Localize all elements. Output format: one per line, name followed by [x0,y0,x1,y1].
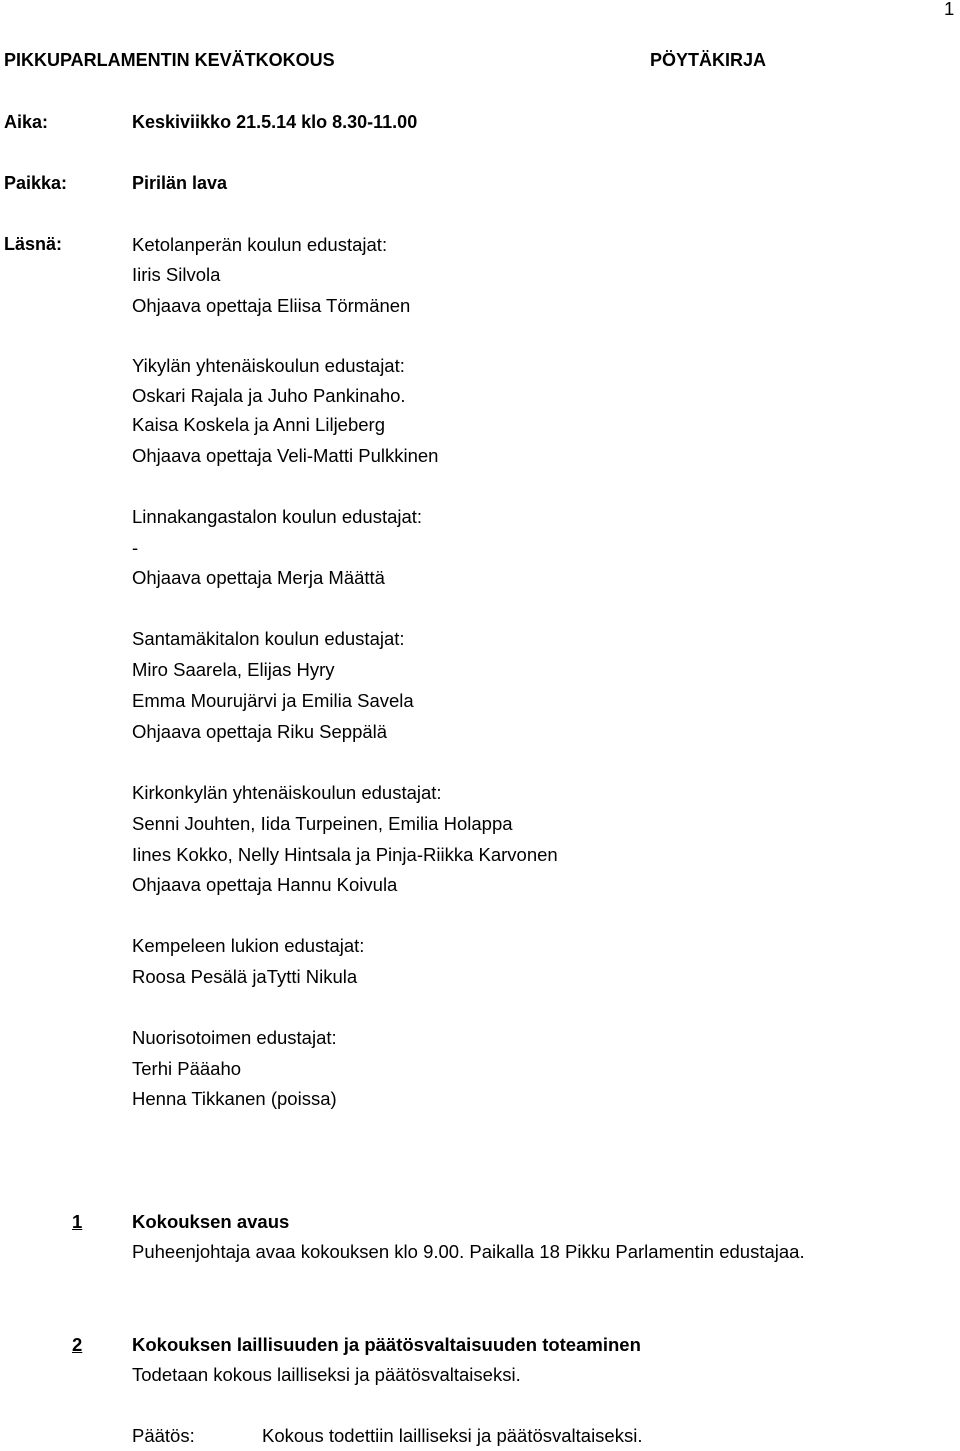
list-item: Ohjaava opettaja Merja Määttä [132,567,385,588]
lasna-label: Läsnä: [4,234,63,254]
decision-text: Kokous todettiin lailliseksi ja päätösvaltaiseksi. [262,1425,643,1446]
paikka-value: Pirilän lava [132,173,228,193]
list-item: Senni Jouhten, Iida Turpeinen, Emilia Holappa [132,813,513,834]
list-item: Roosa Pesälä jaTytti Nikula [132,966,358,987]
aika-value: Keskiviikko 21.5.14 klo 8.30-11.00 [132,112,418,132]
section-text: Todetaan kokous lailliseksi ja päätösvaltaiseksi. [132,1364,521,1385]
list-item: Ohjaava opettaja Eliisa Törmänen [132,295,411,316]
list-item: Miro Saarela, Elijas Hyry [132,659,335,680]
list-item: Ohjaava opettaja Hannu Koivula [132,874,398,895]
list-item: Ketolanperän koulun edustajat: [132,234,388,255]
document-type: PÖYTÄKIRJA [650,50,767,70]
list-item: Nuorisotoimen edustajat: [132,1027,337,1048]
section-number: 2 [72,1334,83,1355]
document-title: PIKKUPARLAMENTIN KEVÄTKOKOUS [4,50,335,70]
list-item: Terhi Pääaho [132,1058,242,1079]
list-item: Henna Tikkanen (poissa) [132,1088,337,1109]
list-item: Kirkonkylän yhtenäiskoulun edustajat: [132,782,442,803]
list-item: Ohjaava opettaja Veli-Matti Pulkkinen [132,445,439,466]
list-item: Kaisa Koskela ja Anni Liljeberg [132,414,385,435]
list-item: - [132,537,139,558]
list-item: Linnakangastalon koulun edustajat: [132,506,423,527]
section-text: Puheenjohtaja avaa kokouksen klo 9.00. Paikalla 18 Pikku Parlamentin edustajaa. [132,1241,805,1262]
list-item: Kempeleen lukion edustajat: [132,935,365,956]
list-item: Ohjaava opettaja Riku Seppälä [132,721,388,742]
section-number: 1 [72,1211,83,1232]
paikka-label: Paikka: [4,173,68,193]
list-item: Yikylän yhtenäiskoulun edustajat: [132,355,405,376]
list-item: Emma Mourujärvi ja Emilia Savela [132,690,414,711]
list-item: Iiris Silvola [132,264,221,285]
section-title: Kokouksen laillisuuden ja päätösvaltaisuuden toteaminen [132,1334,641,1355]
aika-label: Aika: [4,112,49,132]
list-item: Iines Kokko, Nelly Hintsala ja Pinja-Riikka Karvonen [132,844,558,865]
decision-label: Päätös: [132,1425,195,1446]
section-title: Kokouksen avaus [132,1211,290,1232]
list-item: Santamäkitalon koulun edustajat: [132,628,405,649]
list-item: Oskari Rajala ja Juho Pankinaho. [132,385,406,406]
page-number: 1 [944,0,955,19]
